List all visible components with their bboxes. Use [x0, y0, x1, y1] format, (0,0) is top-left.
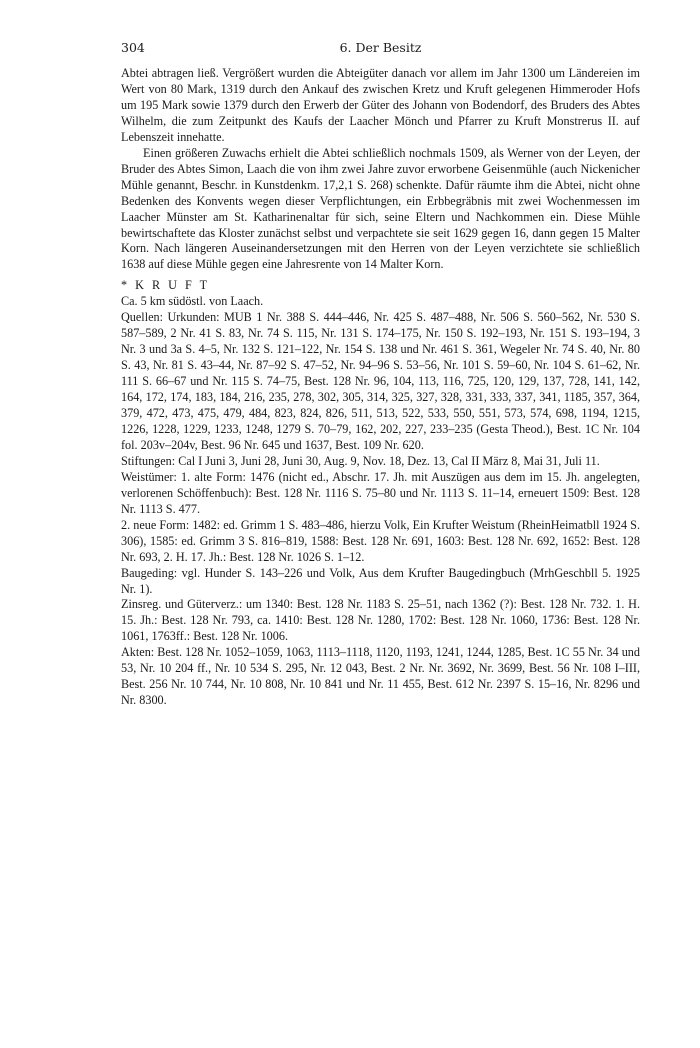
entry-weistuemer-neu: 2. neue Form: 1482: ed. Grimm 1 S. 483–486, hierzu Volk, Ein Krufter Weistum (RheinHeimatbll 1924 S. 306), 1585: ed. Grimm 3 S. 816–819, 1588: Best. 128 Nr. 691, 1603: Best. 128 Nr. 692, 1652: Best. 128 Nr. 693, 2. H. 17. Jh.: Best. 128 Nr. 1026 S. 1–12.: [121, 517, 640, 564]
paragraph: Abtei abtragen ließ. Vergrößert wurden die Abteigüter danach vor allem im Jahr 1300 um Ländereien im Wert von 80 Mark, 1319 durch den Ankauf des zwischen Kretz und Kruft gelegenen Himmeroder Hofs um 195 Mark sowie 1379 durch den Erwerb der Güter des Johann von Bodendorf, des Bruders des Abtes Wilhelm, die zum Zeitpunkt des Kaufs der Laacher Mönch und Pfarrer zu Kruft Monstrerus II. auf Lebenszeit innehatte.: [121, 66, 640, 144]
entry-quellen: Quellen: Urkunden: MUB 1 Nr. 388 S. 444–446, Nr. 425 S. 487–488, Nr. 506 S. 560–562, Nr. 530 S. 587–589, 2 Nr. 41 S. 83, Nr. 74 S. 115, Nr. 131 S. 174–175, Nr. 150 S. 192–193, Nr. 151 S. 193–194, 3 Nr. 3 und 3a S. 4–5, Nr. 132 S. 121–122, Nr. 154 S. 138 und Nr. 461 S. 361, Wegeler Nr. 74 S. 40, Nr. 80 S. 43, Nr. 81 S. 43–44, Nr. 87–92 S. 47–52, Nr. 94–96 S. 53–56, Nr. 101 S. 59–60, Nr. 104 S. 61–62, Nr. 111 S. 66–67 und Nr. 115 S. 74–75, Best. 128 Nr. 96, 104, 113, 116, 725, 120, 129, 137, 728, 141, 142, 164, 172, 174, 183, 184, 216, 235, 278, 302, 305, 314, 325, 327, 328, 331, 333, 337, 341, 1185, 357, 364, 379, 472, 473, 475, 479, 484, 823, 824, 826, 511, 513, 522, 533, 550, 551, 573, 574, 698, 1194, 1215, 1226, 1228, 1229, 1233, 1248, 1279 S. 70–79, 162, 202, 227, 233–235 (Gesta Theod.), Best. 1C Nr. 104 fol. 203v–204v, Best. 96 Nr. 645 und 1637, Best. 109 Nr. 620.: [121, 310, 640, 452]
running-head: 6. Der Besitz: [339, 40, 422, 55]
body-text: [121, 66, 640, 709]
entry-akten: Akten: Best. 128 Nr. 1052–1059, 1063, 1113–1118, 1120, 1193, 1241, 1244, 1285, Best. 1C 55 Nr. 34 und 53, Nr. 10 204 ff., Nr. 10 534 S. 295, Nr. 12 043, Best. 2 Nr. Nr. 3692, Nr. 3699, Best. 56 Nr. 108 I–III, Best. 256 Nr. 10 744, Nr. 10 808, Nr. 10 841 und Nr. 11 455, Best. 612 Nr. 2397 S. 15–16, Nr. 8296 und Nr. 8300.: [121, 645, 640, 708]
entry-stiftungen: Stiftungen: Cal I Juni 3, Juni 28, Juni 30, Aug. 9, Nov. 18, Dez. 13, Cal II März 8, Mai 31, Juli 11.: [121, 453, 600, 468]
section-heading: * K R U F T: [121, 278, 210, 293]
document-page: [121, 40, 640, 709]
entry-location: Ca. 5 km südöstl. von Laach.: [121, 294, 264, 309]
entry-weistuemer-alt: Weistümer: 1. alte Form: 1476 (nicht ed., Abschr. 17. Jh. mit Auszügen aus dem im 15. Jh. angelegten, verlorenen Schöffenbuch): Best. 128 Nr. 1116 S. 75–80 und Nr. 1113 S. 11–14, erneuert 1509: Best. 128 Nr. 1113 S. 477.: [121, 469, 640, 516]
page-header: [121, 40, 640, 66]
entry-baugeding: Baugeding: vgl. Hunder S. 143–226 und Volk, Aus dem Krufter Baugedingbuch (MrhGeschbll 5. 1925 Nr. 1).: [121, 565, 640, 596]
page-number: 304: [121, 40, 145, 55]
entry-zinsregister: Zinsreg. und Güterverz.: um 1340: Best. 128 Nr. 1183 S. 25–51, nach 1362 (?): Best. 128 Nr. 732. 1. H. 15. Jh.: Best. 128 Nr. 793, ca. 1410: Best. 128 Nr. 1280, 1702: Best. 128 Nr. 1060, 1736: Best. 128 Nr. 1061, 1763ff.: Best. 128 Nr. 1006.: [121, 597, 640, 644]
paragraph: Einen größeren Zuwachs erhielt die Abtei schließlich nochmals 1509, als Werner von der Leyen, der Bruder des Abtes Simon, Laach die von ihm zwei Jahre zuvor erworbene Geisenmühle (auch Nickenicher Mühle genannt, Beschr. in Kunstdenkm. 17,2,1 S. 268) schenkte. Dafür räumte ihm die Abtei, nicht ohne Bedenken des Konvents wegen dieser Verpflichtungen, ein Erbbegräbnis mit zwei Wochenmessen im Laacher Münster am St. Katharinenaltar für sich, seine Eltern und Nachkommen ein. Diese Mühle bewirtschaftete das Kloster zunächst selbst und verpachtete sie seit 1629 gegen 16, dann gegen 15 Malter Korn. Nach längeren Auseinandersetzungen mit den Herren von der Leyen verzichtete sie schließlich 1638 auf diese Mühle gegen eine Jahresrente von 14 Malter Korn.: [121, 145, 640, 272]
